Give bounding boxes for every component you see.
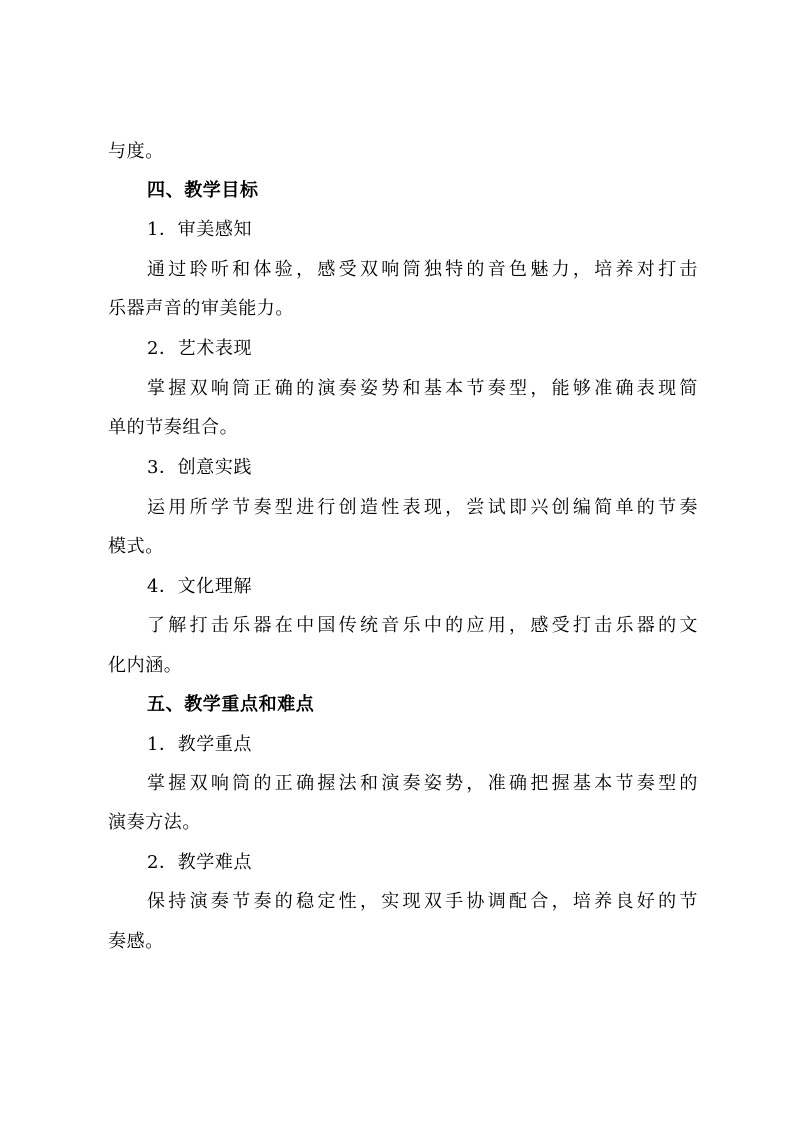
paragraph-line: 掌握双响筒的正确握法和演奏姿势，准确把握基本节奏型的 (147, 773, 698, 794)
paragraph-line: 运用所学节奏型进行创造性表现，尝试即兴创编简单的节奏 (147, 497, 698, 518)
paragraph-line: 模式。 (108, 536, 164, 557)
section-heading-teaching-objectives: 四、教学目标 (147, 180, 259, 201)
paragraph-line: 了解打击乐器在中国传统音乐中的应用，感受打击乐器的文 (147, 615, 698, 636)
paragraph-line: 掌握双响筒正确的演奏姿势和基本节奏型，能够准确表现简 (147, 378, 698, 399)
paragraph-line: 保持演奏节奏的稳定性，实现双手协调配合，培养良好的节 (147, 891, 698, 912)
subheading-creative-practice: 3．创意实践 (147, 457, 253, 478)
paragraph-line: 奏感。 (108, 931, 164, 952)
subheading-cultural-understanding: 4．文化理解 (147, 576, 253, 597)
paragraph-line: 演奏方法。 (108, 812, 201, 833)
paragraph-line: 乐器声音的审美能力。 (108, 298, 294, 319)
section-heading-key-and-difficult-points: 五、教学重点和难点 (147, 694, 315, 715)
paragraph-continuation-line: 与度。 (108, 141, 164, 162)
paragraph-line: 通过聆听和体验，感受双响筒独特的音色魅力，培养对打击 (147, 259, 698, 280)
subheading-aesthetic-perception: 1．审美感知 (147, 219, 253, 240)
paragraph-line: 单的节奏组合。 (108, 417, 239, 438)
subheading-teaching-difficulties: 2．教学难点 (147, 852, 253, 873)
subheading-artistic-expression: 2．艺术表现 (147, 338, 253, 359)
subheading-teaching-key-points: 1．教学重点 (147, 734, 253, 755)
paragraph-line: 化内涵。 (108, 655, 183, 676)
